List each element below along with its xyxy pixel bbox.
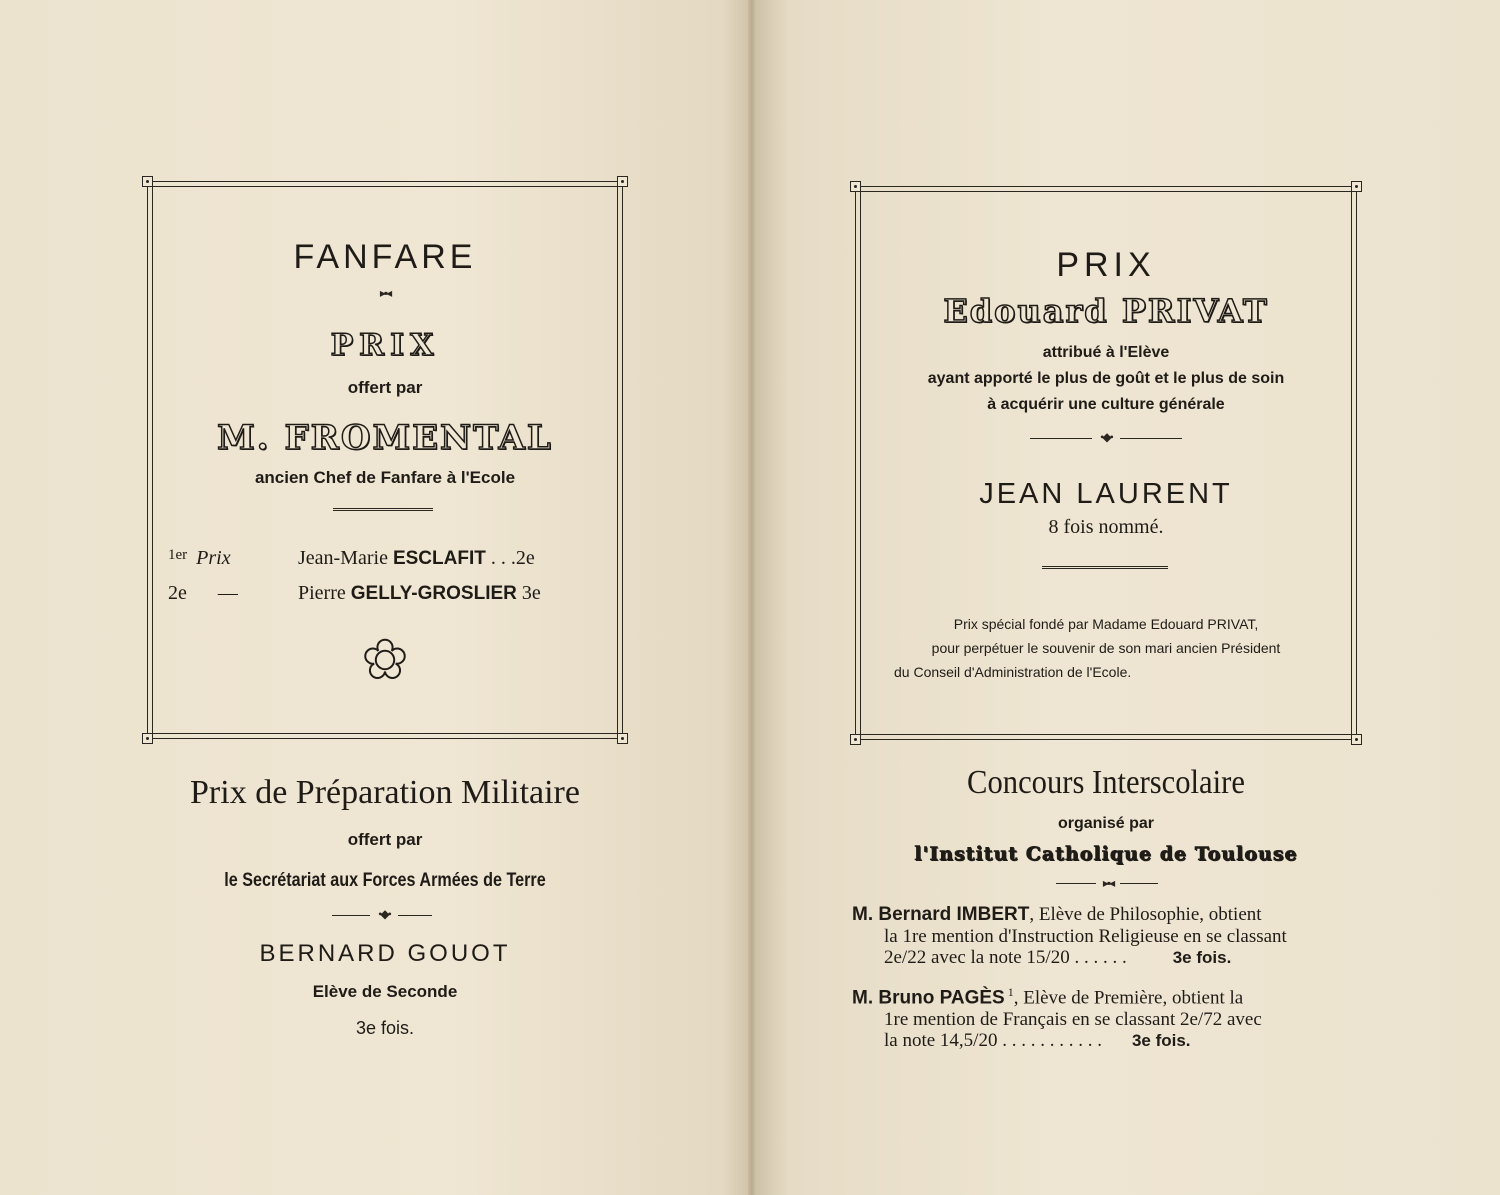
award-last-name: ESCLAFIT (392, 548, 486, 569)
privat-line1: attribué à l'Elève (1042, 344, 1170, 361)
award-row-2-name (298, 582, 541, 605)
book-gutter (748, 0, 756, 1195)
privat-name: Edouard PRIVAT (943, 292, 1269, 330)
entry-lead: M. Bruno PAGÈS (852, 987, 1005, 1009)
concours-entry-2 (852, 982, 1364, 1052)
militaire-times: 3e fois. (355, 1018, 415, 1038)
entry-line1: , Elève de Première, obtient la (1013, 987, 1244, 1009)
fanfare-rule (333, 508, 433, 511)
concours-institut: l'Institut Catholique de Toulouse (914, 843, 1298, 865)
entry-line3: 2e/22 avec la note 15/20 . . . . . . (884, 947, 1127, 968)
award-dots: . . . (490, 547, 516, 569)
concours-organise: organisé par (1057, 815, 1155, 832)
entry-line2: la 1re mention d'Instruction Religieuse en se classant (884, 925, 1287, 947)
militaire-class: Elève de Seconde (312, 982, 458, 1001)
fanfare-donor-title: ancien Chef de Fanfare à l'Ecole (254, 468, 516, 487)
militaire-title: Prix de Préparation Militaire (190, 774, 580, 811)
entry-footnote: 1 (1007, 985, 1014, 999)
militaire-donor: le Secrétariat aux Forces Armées de Terre (224, 870, 546, 891)
concours-ornament: ▸▪◂ (1102, 876, 1114, 890)
privat-times: 8 fois nommé. (1048, 516, 1164, 538)
award-row-1 (168, 547, 231, 570)
entry-lead: M. Bernard IMBERT (852, 904, 1030, 925)
concours-entry-1 (852, 904, 1364, 969)
award-row-1-name (298, 547, 535, 570)
award-first-name: Pierre (298, 582, 346, 604)
concours-rule-left (1056, 883, 1096, 884)
privat-title: PRIX (1056, 246, 1156, 284)
militaire-offert-par: offert par (347, 830, 423, 849)
award-rank: 2e (168, 582, 187, 604)
fanfare-donor: M. FROMENTAL (217, 418, 553, 458)
militaire-ornament: •◆• (378, 907, 390, 921)
militaire-winner: BERNARD GOUOT (259, 940, 511, 967)
concours-rule-right (1120, 883, 1158, 884)
award-count: 2e (515, 547, 535, 569)
privat-line3: à acquérir une culture générale (987, 396, 1225, 413)
privat-rule-double (1042, 566, 1168, 569)
privat-rule-right (1120, 438, 1182, 439)
privat-line2: ayant apporté le plus de goût et le plus de soin (927, 370, 1285, 387)
entry-line2: 1re mention de Français en se classant 2e/72 avec (884, 1008, 1262, 1030)
entry-line3: la note 14,5/20 . . . . . . . . . . . (884, 1030, 1102, 1052)
flower-icon: ✿ (362, 630, 408, 690)
entry-line1: , Elève de Philosophie, obtient (1029, 904, 1262, 925)
privat-note1: Prix spécial fondé par Madame Edouard PRIVAT, (953, 616, 1259, 632)
award-count: 3e (521, 582, 541, 604)
award-prize: Prix (196, 547, 231, 569)
award-prize: — (217, 582, 238, 604)
entry-times: 3e fois. (1172, 948, 1232, 967)
militaire-rule-right (398, 915, 432, 916)
privat-winner: JEAN LAURENT (979, 478, 1233, 510)
privat-rule-left (1030, 438, 1092, 439)
privat-note3: du Conseil d'Administration de l'Ecole. (894, 664, 1132, 680)
privat-ornament: •◆• (1100, 430, 1112, 444)
fanfare-ornament: ▸▪◂ (379, 286, 391, 300)
fanfare-prix: PRIX (330, 328, 440, 363)
militaire-rule-left (332, 915, 370, 916)
award-row-2 (168, 582, 238, 605)
award-rank: 1er (168, 547, 188, 563)
award-last-name: GELLY-GROSLIER (350, 583, 517, 604)
privat-note2: pour perpétuer le souvenir de son mari ancien Président (931, 640, 1281, 656)
entry-times: 3e fois. (1131, 1031, 1191, 1051)
award-first-name: Jean-Marie (298, 547, 388, 569)
concours-title: Concours Interscolaire (967, 764, 1245, 801)
fanfare-title: FANFARE (293, 238, 477, 276)
fanfare-offert-par: offert par (347, 378, 423, 397)
